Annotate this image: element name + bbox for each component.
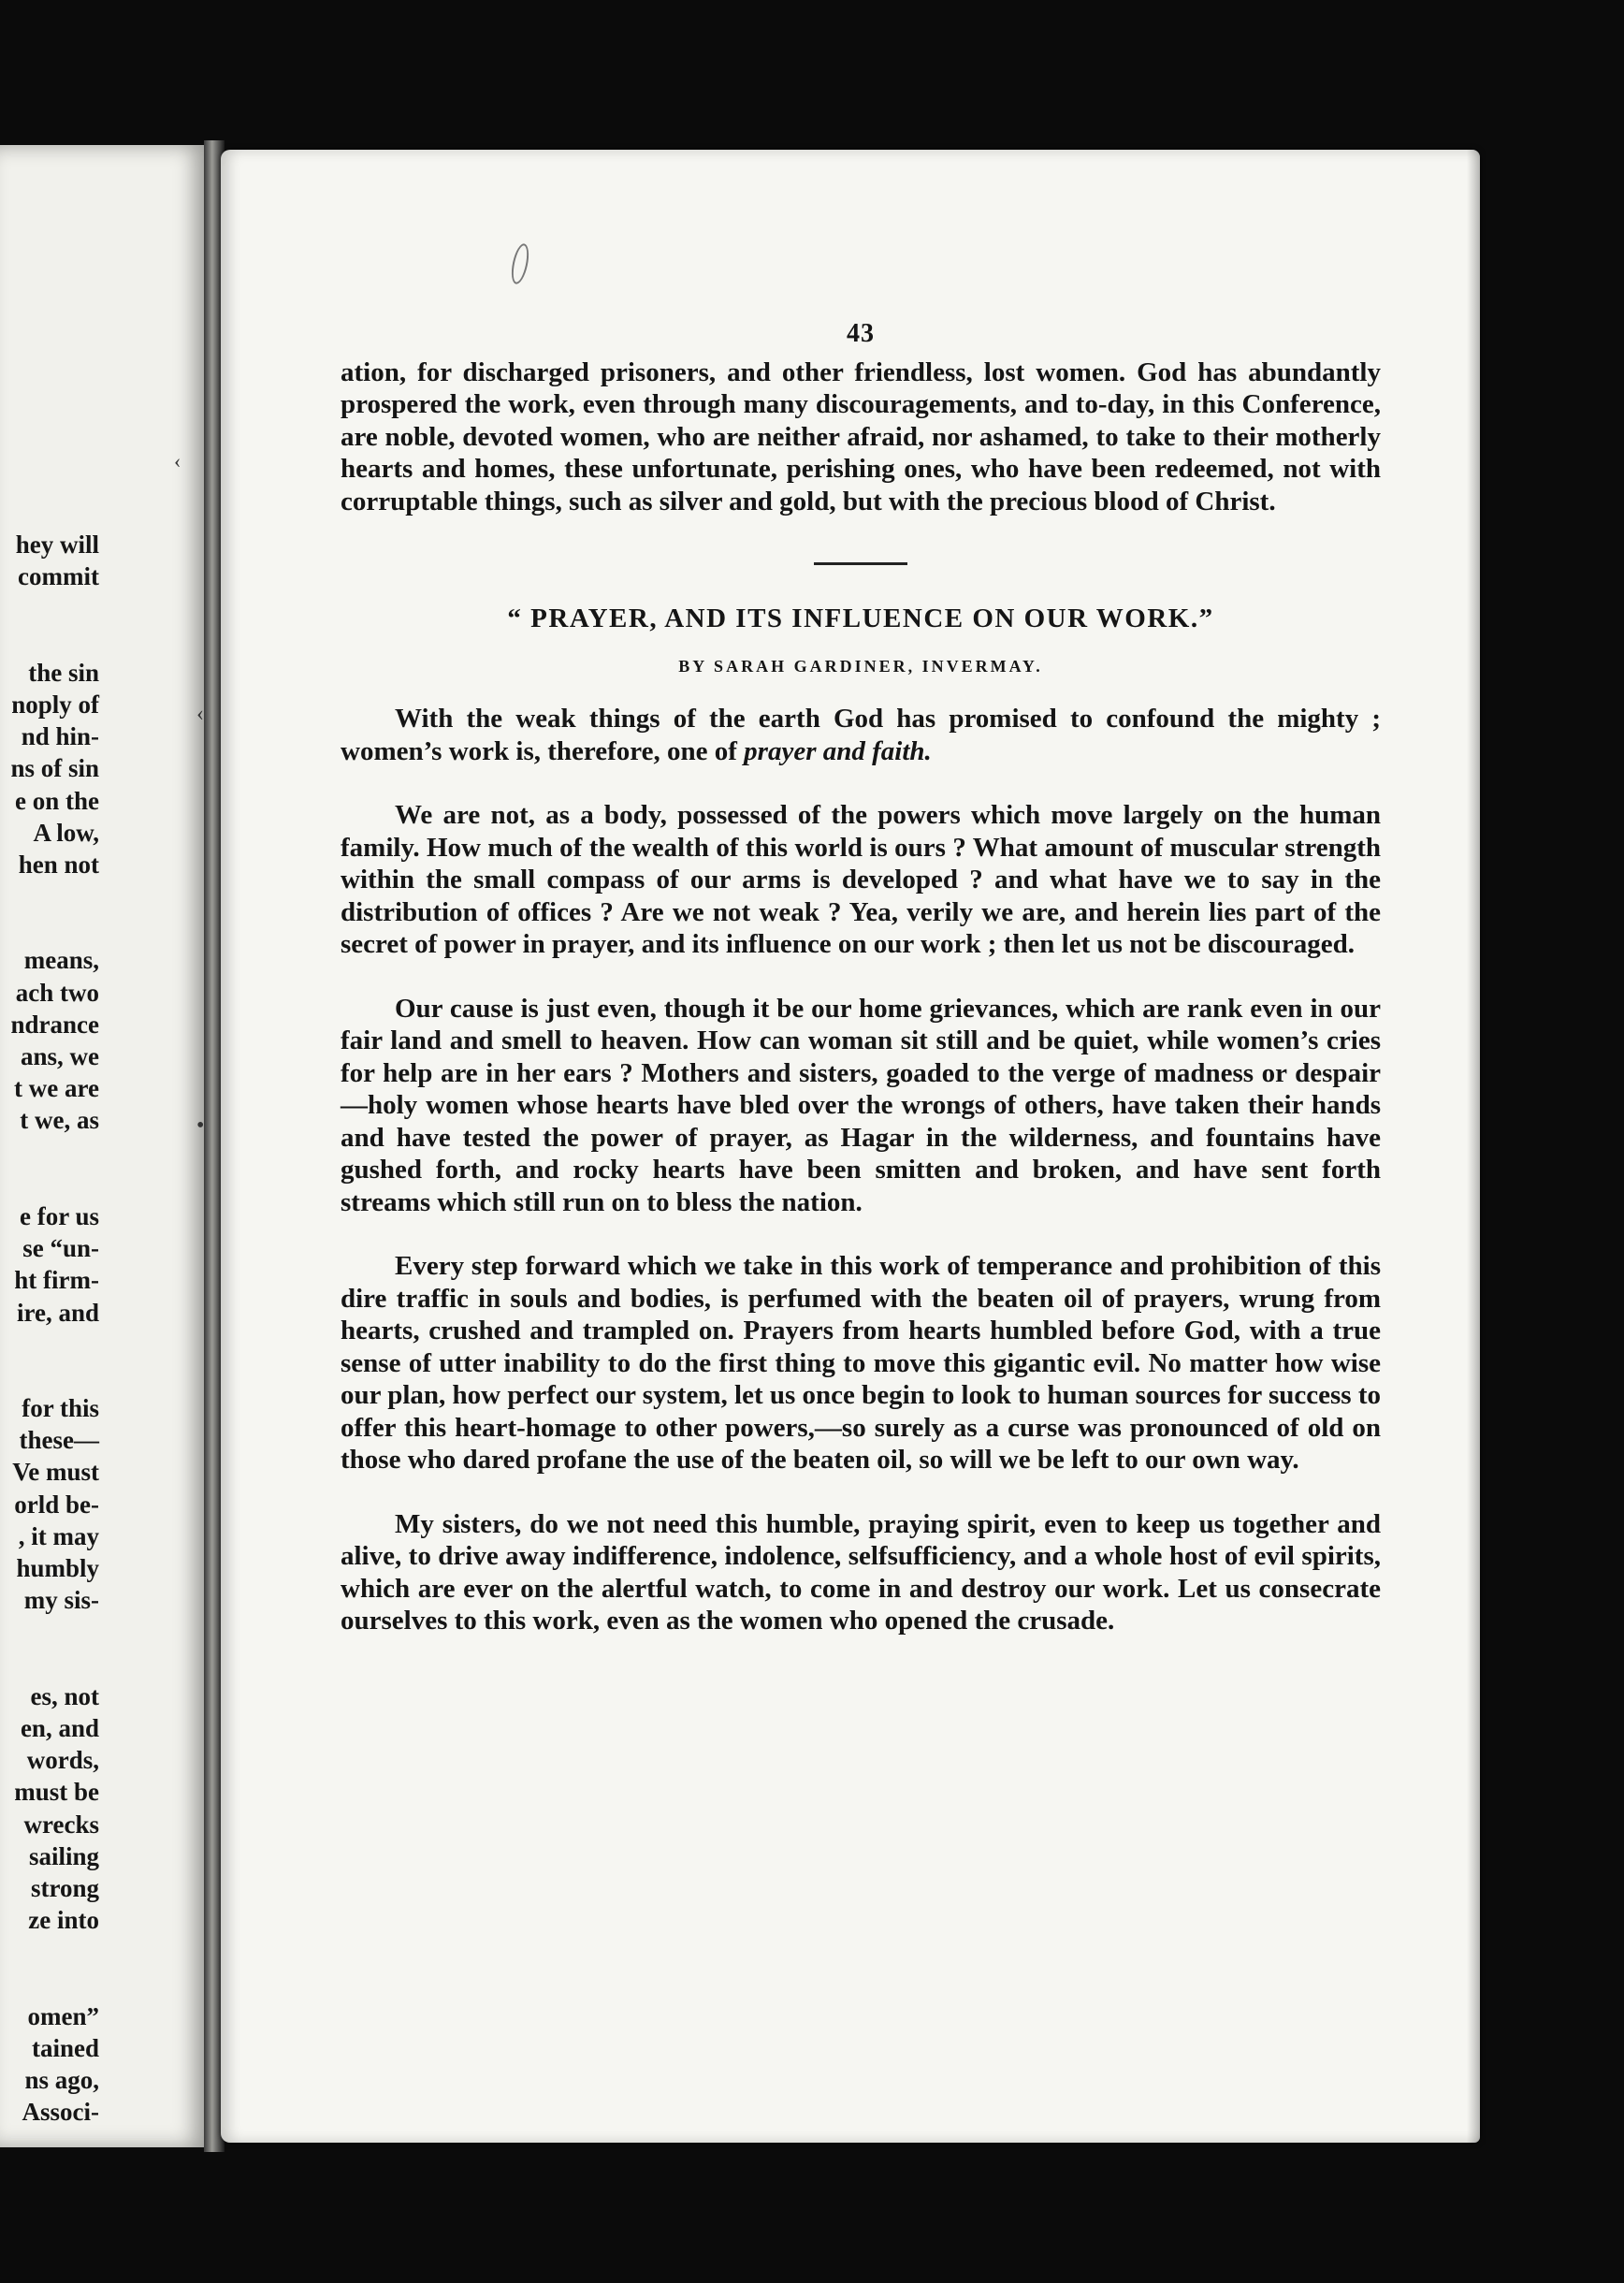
left-page-line: [0, 1649, 99, 1680]
left-page-line: noply of: [11, 690, 99, 719]
paragraph-1-emphasis: prayer and faith.: [744, 735, 932, 766]
left-page-line: ns ago,: [24, 2066, 99, 2094]
left-page-line: strong: [30, 1873, 99, 1902]
paragraph-5: My sisters, do we not need this humble, praying spirit, even to keep us together and alive, to drive away indifference, indolence, selfsufficiency, and a whole host of evil spirits, which are ever on the alertful watch, to come in and destroy our work. Let us consecrate ourselves to this work, even as the women who opened the crusade.: [341, 1508, 1381, 1636]
right-page: [174, 150, 1480, 2143]
left-page-line: [0, 1360, 99, 1392]
left-page-line: must be: [14, 1778, 99, 1807]
left-page-line: the sin: [28, 658, 99, 687]
left-page-line: words,: [26, 1746, 99, 1775]
left-page-line: wrecks: [23, 1810, 99, 1839]
left-page-line: e for us: [20, 1201, 99, 1230]
left-page-line: en, and: [20, 1713, 99, 1742]
left-page-line: [0, 1137, 99, 1169]
left-page-line: [0, 1968, 99, 1999]
left-page-line: means,: [23, 946, 99, 975]
page-number: 43: [847, 319, 875, 348]
paragraph-3: Our cause is just even, though it be our home grievances, which are rank even in our fair land and smell to heaven. How can woman sit still and be quiet, while women’s cries for help are in her ears ? Mothers and sisters, goaded to the verge of madness or despair—holy women whose hearts have bled over the wrongs of others, have taken their hands and have tested the power of prayer, as Hagar in the wilderness, and fountains have gushed forth, and rocky hearts have been smitten and broken, and have sent forth streams which still run on to bless the nation.: [341, 993, 1381, 1217]
left-page-line: se “un-: [22, 1234, 99, 1263]
left-page-line: A low,: [33, 818, 99, 847]
left-page-line: ans, we: [20, 1042, 99, 1070]
left-page-line: ns of sin: [10, 754, 99, 783]
left-page-line: t we, as: [20, 1106, 99, 1135]
left-page-line: omen”: [27, 2001, 99, 2030]
left-page-line: [0, 1936, 99, 1968]
left-page-text-fragments: [0, 529, 99, 2128]
left-page-line: ze into: [28, 1906, 99, 1935]
left-page-line: es, not: [30, 1681, 99, 1710]
paragraph-2: We are not, as a body, possessed of the powers which move largely on the human family. How much of the wealth of this world is ours ? What amount of muscular strength within the small compass of our arms is developed ? and what have we to say in the distribution of offices ? Are we not weak ? Yea, verily we are, and herein lies part of the secret of power in prayer, and its influence on our work ; then let us not be discouraged.: [341, 800, 1381, 959]
left-page-line: hen not: [18, 850, 99, 879]
left-page-line: nd hin-: [21, 722, 99, 751]
left-page-line: ht firm-: [14, 1266, 99, 1295]
left-page-line: orld be-: [14, 1490, 99, 1519]
left-facing-page: [0, 145, 208, 2147]
left-page-line: [0, 912, 99, 944]
left-page-line: [0, 880, 99, 912]
left-page-line: ach two: [15, 978, 99, 1007]
left-page-line: t we are: [14, 1074, 99, 1103]
left-page-line: commit: [18, 562, 99, 591]
left-page-line: [0, 1329, 99, 1360]
article-byline: BY SARAH GARDINER, INVERMAY.: [678, 656, 1043, 676]
left-page-line: [0, 1169, 99, 1200]
left-page-line: my sis-: [23, 1586, 99, 1615]
paragraph-4: Every step forward which we take in this work of temperance and prohibition of this dire traffic in souls and bodies, is perfumed with the beaten oil of prayers, wrung from hearts, crushed and trampled on. Prayers from hearts humbled before God, with a true sense of utter inability to do the first thing to move this gigantic evil. No matter how wise our plan, how perfect our system, let us once begin to look to human sources for success to offer this heart-homage to other powers,—so surely as a curse was pronounced of old on those who dared profane the use of the beaten oil, so will we be left to our own way.: [341, 1251, 1381, 1475]
left-page-line: Associ-: [22, 2098, 99, 2127]
left-page-line: these—: [19, 1426, 99, 1455]
left-page-line: ire, and: [16, 1298, 99, 1327]
section-divider: [814, 562, 907, 565]
margin-mark: ‹: [174, 449, 181, 473]
left-page-line: [0, 1616, 99, 1648]
left-page-line: Ve must: [12, 1458, 99, 1487]
left-page-line: tained: [31, 2033, 99, 2062]
left-page-line: humbly: [16, 1554, 99, 1582]
left-page-line: hey will: [15, 531, 99, 559]
margin-mark: •: [196, 1113, 205, 1138]
paragraph-1-text: With the weak things of the earth God has promised to confound the mighty ; women’s work is, therefore, one of: [341, 704, 1381, 766]
left-page-line: ndrance: [10, 1010, 99, 1039]
left-page-line: sailing: [28, 1841, 99, 1870]
left-page-line: for this: [22, 1394, 99, 1423]
page-edge-shadow: [1467, 150, 1480, 2143]
left-page-line: [0, 592, 99, 624]
left-page-line: , it may: [18, 1521, 99, 1550]
article-title: “ PRAYER, AND ITS INFLUENCE ON OUR WORK.”: [507, 603, 1214, 633]
page-content: [341, 318, 1381, 1637]
left-page-line: [0, 625, 99, 657]
pencil-mark: [509, 242, 532, 285]
left-page-line: e on the: [15, 786, 99, 815]
margin-mark: ‹: [196, 702, 204, 726]
paragraph-1: [341, 703, 1381, 767]
intro-paragraph: ation, for discharged prisoners, and other friendless, lost women. God has abundantly prospered the work, even through many discouragements, and to-day, in this Conference, are noble, devoted women, who are neither afraid, nor ashamed, to take to their motherly hearts and homes, these unfortunate, perishing ones, who have been redeemed, not with corruptable things, such as silver and gold, but with the precious blood of Christ.: [341, 356, 1381, 516]
